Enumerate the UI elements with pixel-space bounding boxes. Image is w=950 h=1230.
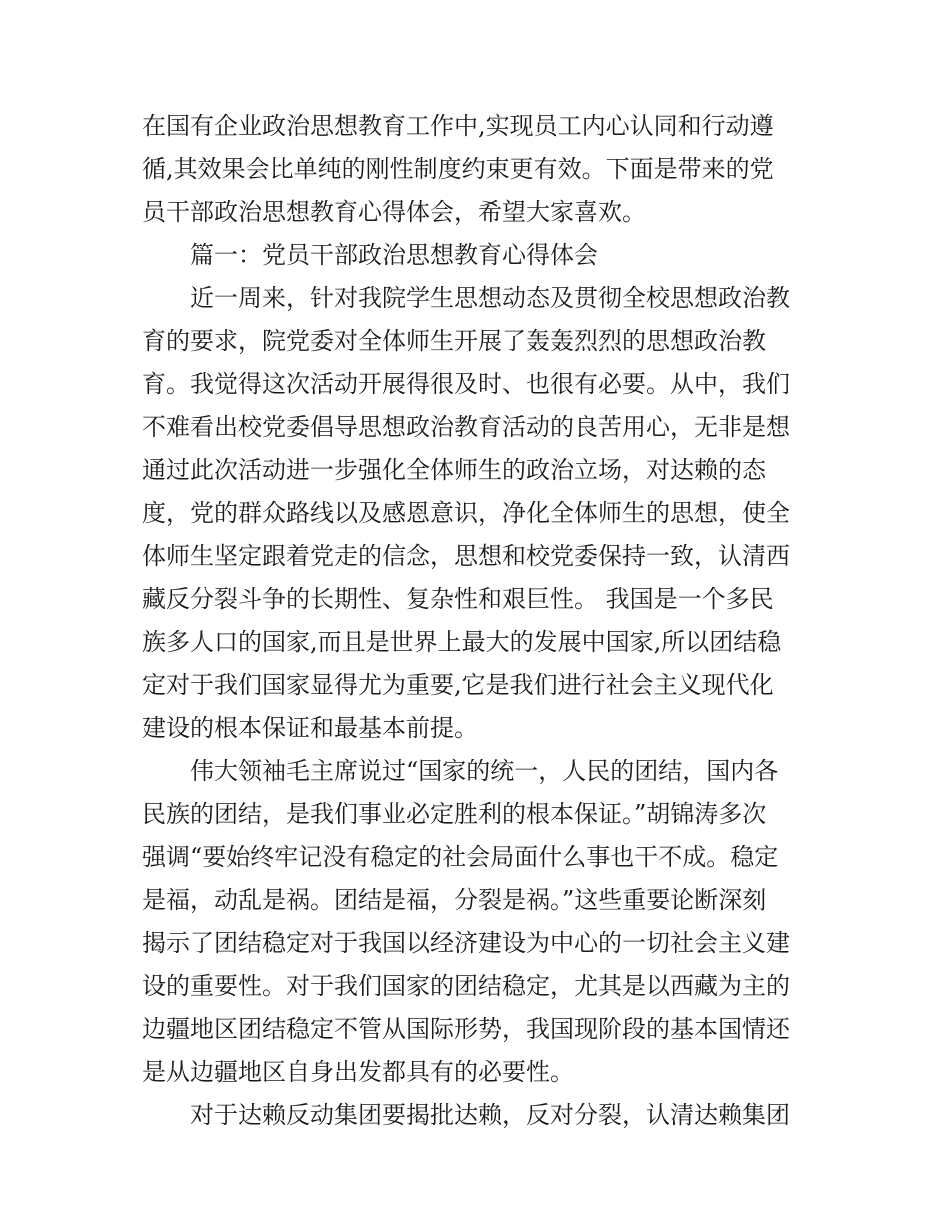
text-line: 育的要求，院党委对全体师生开展了轰轰烈烈的思想政治教 xyxy=(142,327,766,355)
text-line: 揭示了团结稳定对于我国以经济建设为中心的一切社会主义建 xyxy=(142,929,790,957)
text-line: 强调“要始终牢记没有稳定的社会局面什么事也干不成。稳定 xyxy=(142,843,779,871)
text-line: 不难看出校党委倡导思想政治教育活动的良苦用心，无非是想 xyxy=(142,413,790,441)
text-line: 藏反分裂斗争的长期性、复杂性和艰巨性。 我国是一个多民 xyxy=(142,585,774,613)
text-line: 是福，动乱是祸。团结是福，分裂是祸。”这些重要论断深刻 xyxy=(142,886,767,914)
text-line: 育。我觉得这次活动开展得很及时、也很有必要。从中，我们 xyxy=(142,370,790,398)
text-line: 边疆地区团结稳定不管从国际形势，我国现阶段的基本国情还 xyxy=(142,1015,790,1043)
text-line: 族多人口的国家,而且是世界上最大的发展中国家,所以团结稳 xyxy=(142,628,782,656)
text-line: 建设的根本保证和最基本前提。 xyxy=(142,714,478,742)
text-line: 员干部政治思想教育心得体会，希望大家喜欢。 xyxy=(142,198,646,226)
text-line: 通过此次活动进一步强化全体师生的政治立场，对达赖的态 xyxy=(142,456,766,484)
text-line: 设的重要性。对于我们国家的团结稳定，尤其是以西藏为主的 xyxy=(142,972,790,1000)
text-line: 体师生坚定跟着党走的信念，思想和校党委保持一致，认清西 xyxy=(142,542,790,570)
text-line: 对于达赖反动集团要揭批达赖，反对分裂，认清达赖集团 xyxy=(190,1101,790,1129)
text-line: 度，党的群众路线以及感恩意识，净化全体师生的思想，使全 xyxy=(142,499,790,527)
text-line: 民族的团结，是我们事业必定胜利的根本保证。”胡锦涛多次 xyxy=(142,800,767,828)
text-line: 伟大领袖毛主席说过“国家的统一，人民的团结，国内各 xyxy=(190,757,779,785)
section-heading: 篇一：党员干部政治思想教育心得体会 xyxy=(190,241,598,269)
text-line: 是从边疆地区自身出发都具有的必要性。 xyxy=(142,1058,574,1086)
text-line: 循,其效果会比单纯的刚性制度约束更有效。下面是带来的党 xyxy=(142,155,774,183)
text-line: 在国有企业政治思想教育工作中,实现员工内心认同和行动遵 xyxy=(142,112,774,140)
text-line: 定对于我们国家显得尤为重要,它是我们进行社会主义现代化 xyxy=(142,671,774,699)
text-line: 近一周来，针对我院学生思想动态及贯彻全校思想政治教 xyxy=(190,284,790,312)
